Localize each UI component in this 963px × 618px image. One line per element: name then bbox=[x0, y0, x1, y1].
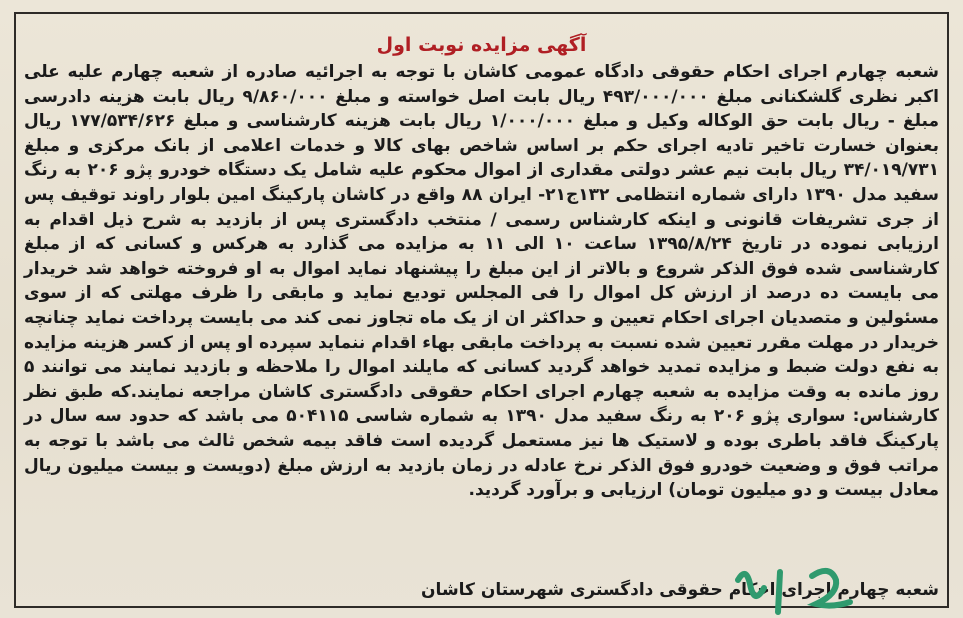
notice-signature: شعبه چهارم اجرای احکام حقوقی دادگستری شهرستان کاشان bbox=[421, 580, 939, 600]
notice-body: شعبه چهارم اجرای احکام حقوقی دادگاه عمومی کاشان با توجه به اجرائیه صادره از شعبه چهارم علیه علی اکبر نظری گلشکنانی مبلغ ۴۹۳/۰۰۰/۰۰۰ ریال بابت اصل خواسته و مبلغ ۹/۸۶۰/۰۰۰ ریال بابت هزینه دادرسی مبلغ - ریال بابت حق الوکاله وکیل و مبلغ ۱/۰۰۰/۰۰۰ ریال بابت هزینه کارشناسی و مبلغ ۱۷۷/۵۳۴/۶۲۶ ریال بعنوان خسارت تاخیر تادیه اجرای حکم بر اساس شاخص بهای کالا و خدمات اعلامی از بانک مرکزی و مبلغ ۳۴/۰۱۹/۷۳۱ ریال بابت نیم عشر دولتی مقداری از اموال محکوم علیه شامل یک دستگاه خودرو پژو ۲۰۶ به رنگ سفید مدل ۱۳۹۰ دارای شماره انتظامی ۱۳۲ج۲۱- ایران ۸۸ واقع در کاشان پارکینگ امین بلوار راوند توقیف پس از جری تشریفات قانونی و اینکه کارشناس رسمی / منتخب دادگستری پس از بازدید به شرح ذیل اقدام به ارزیابی نموده در تاریخ ۱۳۹۵/۸/۲۴ ساعت ۱۰ الی ۱۱ به مزایده می گذارد به هرکس و کسانی که از مبلغ کارشناسی شده فوق الذکر شروع و بالاتر از این مبلغ را پیشنهاد نماید اموال به او فروخته خواهد شد خریدار می بایست ده درصد از ارزش کل اموال را فی المجلس تودیع نماید و مابقی را ظرف مهلتی که از سوی مسئولین و متصدیان اجرای احکام تعیین و حداکثر ان از یک ماه تجاوز نمی کند می بایست پرداخت نماید چنانچه خریدار در مهلت مقرر تعیین شده نسبت به پرداخت مابقی بهاء اقدام ننماید سپرده او پس از کسر هزینه مزایده به نفع دولت ضبط و مزایده تمدید خواهد گردید کسانی که مایلند اموال را ملاحظه و بازدید نمایند می توانند ۵ روز مانده به وقت مزایده به شعبه چهارم اجرای احکام حقوقی دادگستری کاشان مراجعه نمایند.که طبق نظر کارشناس: سواری پژو ۲۰۶ به رنگ سفید مدل ۱۳۹۰ به شماره شاسی ۵۰۴۱۱۵ می باشد که حدود سه سال در پارکینگ فاقد باطری بوده و لاستیک ها نیز مستعمل گردیده است فاقد بیمه شخص ثالث می باشد با توجه به مراتب فوق و وضعیت خودرو فوق الذکر نرخ عادله در زمان بازدید به ارزش مبلغ (دویست و بیست میلیون ریال معادل بیست و دو میلیون تومان) ارزیابی و برآورد گردید. bbox=[24, 62, 940, 501]
notice-title: آگهی مزایده نوبت اول bbox=[376, 34, 587, 56]
handwritten-mark bbox=[720, 558, 870, 618]
